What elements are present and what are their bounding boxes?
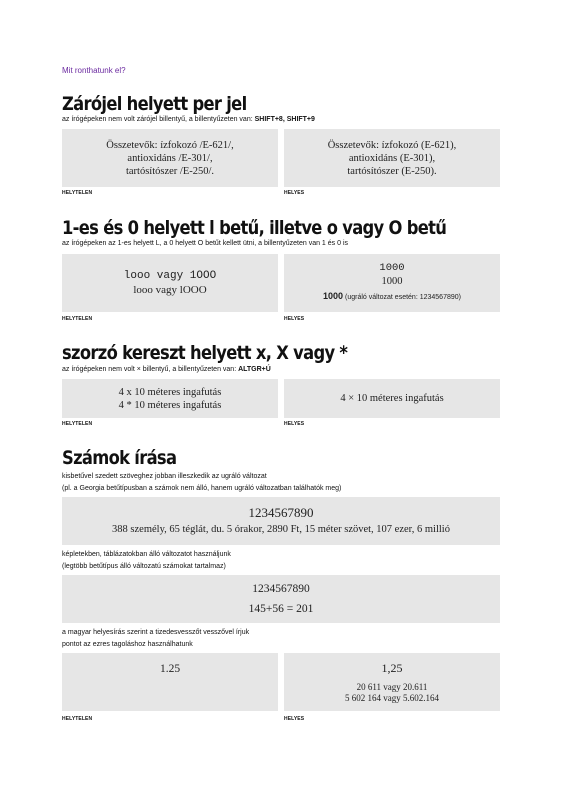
section4-heading: Számok írása [62,447,177,469]
section1-right-line: tartósítószer (E-250). [347,165,437,177]
section4-subtitle2: (pl. a Georgia betűtípusban a számok nem álló, hanem ugráló változatban találhatók meg) [62,485,342,492]
section4-subtitle4: (legtöbb betűtípus álló változatú számokat tartalmaz) [62,563,226,570]
section1-wrong-line: antioxidáns /E-301/, [127,152,213,164]
section1-right-label: HELYES [284,190,305,196]
section4-right-line3: 5 602 164 vagy 5.602.164 [345,692,439,703]
section2-wrong-line1: looo vagy 1OOO [123,270,217,282]
section1-right-line: antioxidáns (E-301), [348,152,436,164]
section2-wrong-label: HELYTELEN [62,316,93,322]
section2-heading: 1-es és 0 helyett l betű, illetve o vagy O betű [62,217,447,239]
section4-subtitle6: pontot az ezres tagoláshoz használhatunk [62,641,193,648]
section1-right-box [284,129,500,187]
section4-wrong-label: HELYTELEN [62,716,93,722]
section1-wrong-box [62,129,278,187]
section1-wrong-line: Összetevők: ízfokozó /E-621/, [106,139,234,151]
section4-wrong-box [62,653,278,711]
section3-right-label: HELYES [284,421,305,427]
section4-right-label: HELYES [284,716,305,722]
section4-right-line2: 20 611 vagy 20.611 [356,681,428,692]
section3-subtitle: az írógépeken nem volt × billentyű, a billentyűzeten van: ALTGR+Ú [62,366,271,373]
section2-wrong-line2: looo vagy lOOO [133,284,207,296]
section3-wrong-line: 4 x 10 méteres ingafutás [118,386,222,398]
section2-right-line2: 1000 [381,276,403,287]
section3-wrong-line: 4 * 10 méteres ingafutás [118,399,222,411]
section4-box2 [62,575,500,623]
section4-right-value: 1,25 [381,660,403,675]
section1-subtitle: az írógépeken nem volt zárójel billentyű, a billentyűzeten van: SHIFT+8, SHIFT+9 [62,116,315,123]
section3-heading: szorzó kereszt helyett x, X vagy * [62,342,348,364]
section3-right-box [284,379,500,418]
section2-wrong-box [62,254,278,312]
section4-subtitle1: kisbetűvel szedett szöveghez jobban illeszkedik az ugráló változat [62,473,267,480]
section2-right-box [284,254,500,312]
section3-right-line: 4 × 10 méteres ingafutás [340,393,444,404]
section1-wrong-label: HELYTELEN [62,190,93,196]
section4-box1-line1: 1234567890 [248,505,314,520]
section2-subtitle: az írógépeken az 1-es helyett L, a 0 helyett O betűt kellett ütni, a billentyűzeten van 1 és 0 is [62,240,349,247]
section4-box1 [62,497,500,545]
section2-right-line3: 1000 (ugráló változat esetén: 1234567890) [323,291,461,301]
section4-box1-line2: 388 személy, 65 téglát, du. 5 órakor, 2890 Ft, 15 méter szövet, 107 ezer, 6 millió [112,524,450,535]
section2-right-label: HELYES [284,316,305,322]
section4-box2-line2: 145+56 = 201 [248,603,314,615]
section4-box2-line1: 1234567890 [252,583,310,595]
section3-wrong-label: HELYTELEN [62,421,93,427]
section4-right-box [284,653,500,711]
section2-right-line1: 1000 [379,262,405,274]
section1-heading: Zárójel helyett per jel [62,93,247,115]
section4-subtitle3: képletekben, táblázatokban álló változatot használjunk [62,551,231,558]
section1-wrong-line: tartósítószer /E-250/. [125,165,215,177]
section1-right-line: Összetevők: ízfokozó (E-621), [327,139,457,151]
section4-wrong-value: 1.25 [159,663,181,675]
section3-wrong-box [62,379,278,418]
section4-subtitle5: a magyar helyesírás szerint a tizedesvesszőt vesszővel írjuk [62,629,250,636]
top-link[interactable]: Mit ronthatunk el? [62,66,126,75]
